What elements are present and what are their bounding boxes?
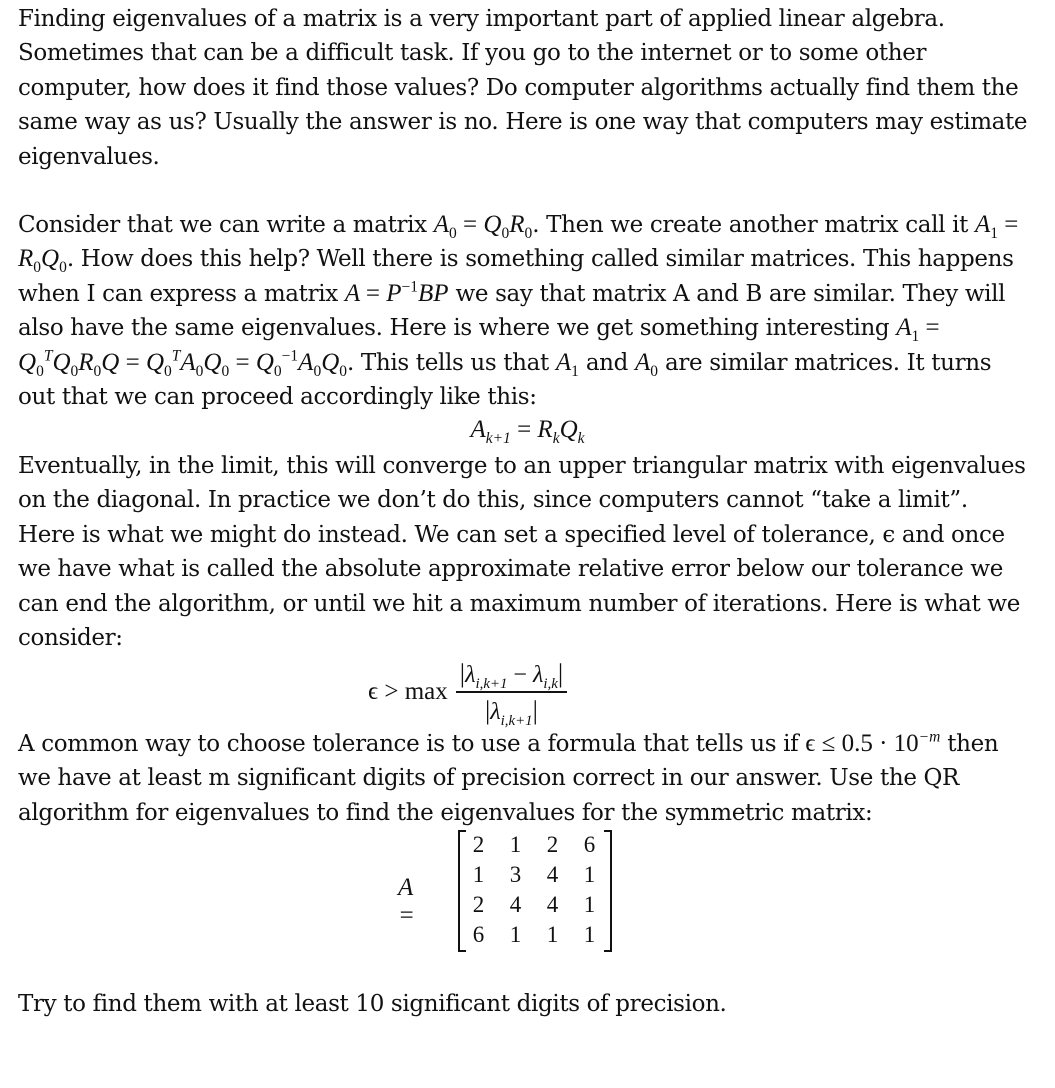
matrix-cell: 4 [509, 892, 522, 917]
matrix-cell: 4 [546, 892, 559, 917]
similar-matrices-paragraph [18, 208, 1028, 414]
matrix-cell: 1 [583, 892, 596, 917]
matrix-cell: 3 [509, 862, 522, 887]
p4-text-1: A common way to choose tolerance is to use a formula that tells us if [18, 731, 806, 757]
matrix-a [458, 830, 612, 952]
tolerance-equation [368, 650, 567, 734]
relative-error-fraction: $\frac{|\lambda_{i,k+1} - \lambda_{i,k}|}{|\lambda_{i,k+1}|}$ [456, 658, 567, 726]
symbol-a1: $A_1$ [555, 348, 579, 380]
matrix-cell: 1 [583, 922, 596, 947]
matrix-cell: 2 [472, 832, 485, 857]
matrix-cell: 2 [472, 892, 485, 917]
matrix-row [460, 890, 610, 920]
eq-a1-r0q0: $A_1 = R_0Q_0$ [18, 211, 1019, 277]
matrix-cell: 6 [583, 832, 596, 857]
p2-text-2: . Then we create another matrix call it [532, 212, 975, 238]
matrix-cell: 1 [509, 922, 522, 947]
p2-text-6: and [578, 349, 635, 376]
convergence-paragraph: Eventually, in the limit, this will converge to an upper triangular matrix with eigenvalues on the diagonal. In practice we don’t do this, since computers cannot “take a limit”. Here is what we might do instead. We can set a specified level of tolerance, ϵ and once we have what is called the absolute approximate relative error below our tolerance we can end the algorithm, or until we hit a maximum number of iterations. Here is what we consider: [18, 453, 1026, 652]
p2-text-5: . This tells us that [347, 349, 556, 376]
eq-similarity: $A = P^{-1}BP$ [344, 278, 449, 307]
p2-text-3: . How does this help? Well there is something called similar matrices. This happens when I can express a matrix [18, 246, 1014, 307]
closing-paragraph: Try to find them with at least 10 significant digits of precision. [18, 991, 727, 1017]
tolerance-lhs: ϵ > max [368, 678, 448, 705]
precision-paragraph [18, 727, 1028, 830]
p4-text-3: then we have at least m significant digits of precision correct in our answer. Use the QR algorithm for eigenvalues to find the eigenvalues for the symmetric matrix: [18, 731, 999, 826]
p2-text-7: are similar matrices. It turns out that we can proceed accordingly like this: [18, 349, 992, 411]
matrix-label: A = [398, 874, 415, 929]
matrix-cell: 1 [546, 922, 559, 947]
tolerance-condition-exponent: −m [918, 728, 941, 746]
eq-a1-expansion: $A_1 = Q_0^TQ_0R_0Q = Q_0^TA_0Q_0 = Q_0^{-1}A_0Q_0$ [18, 314, 940, 380]
matrix-cell: 1 [583, 862, 596, 887]
matrix-cell: 6 [472, 922, 485, 947]
p2-text-1: Consider that we can write a matrix [18, 212, 434, 238]
matrix-cell: 2 [546, 832, 559, 857]
p2-text-4: we say that matrix A and B are similar. They will also have the same eigenvalues. Here is where we get something interesting [18, 280, 1006, 342]
matrix-row [460, 860, 610, 890]
matrix-cell: 4 [546, 862, 559, 887]
symbol-a0: $A_0$ [634, 348, 659, 380]
intro-paragraph: Finding eigenvalues of a matrix is a very important part of applied linear algebra. Sometimes that can be a difficult task. If you go to the internet or to some other computer, how does it find those values? Do computer algorithms actually find them the same way as us? Usually the answer is no. Here is one way that computers may estimate eigenvalues. [18, 6, 1028, 170]
recurrence-equation: $A_{k+1} = R_kQ_k$ [470, 416, 585, 447]
tolerance-condition-base: ϵ ≤ 0.5 · 10 [805, 730, 919, 757]
matrix-row [460, 920, 610, 950]
eq-a0-q0r0: $A_0 = Q_0R_0$ [433, 211, 533, 242]
matrix-cell: 1 [509, 832, 522, 857]
matrix-cell: 1 [472, 862, 485, 887]
matrix-row [460, 830, 610, 860]
tolerance-condition [805, 730, 940, 757]
